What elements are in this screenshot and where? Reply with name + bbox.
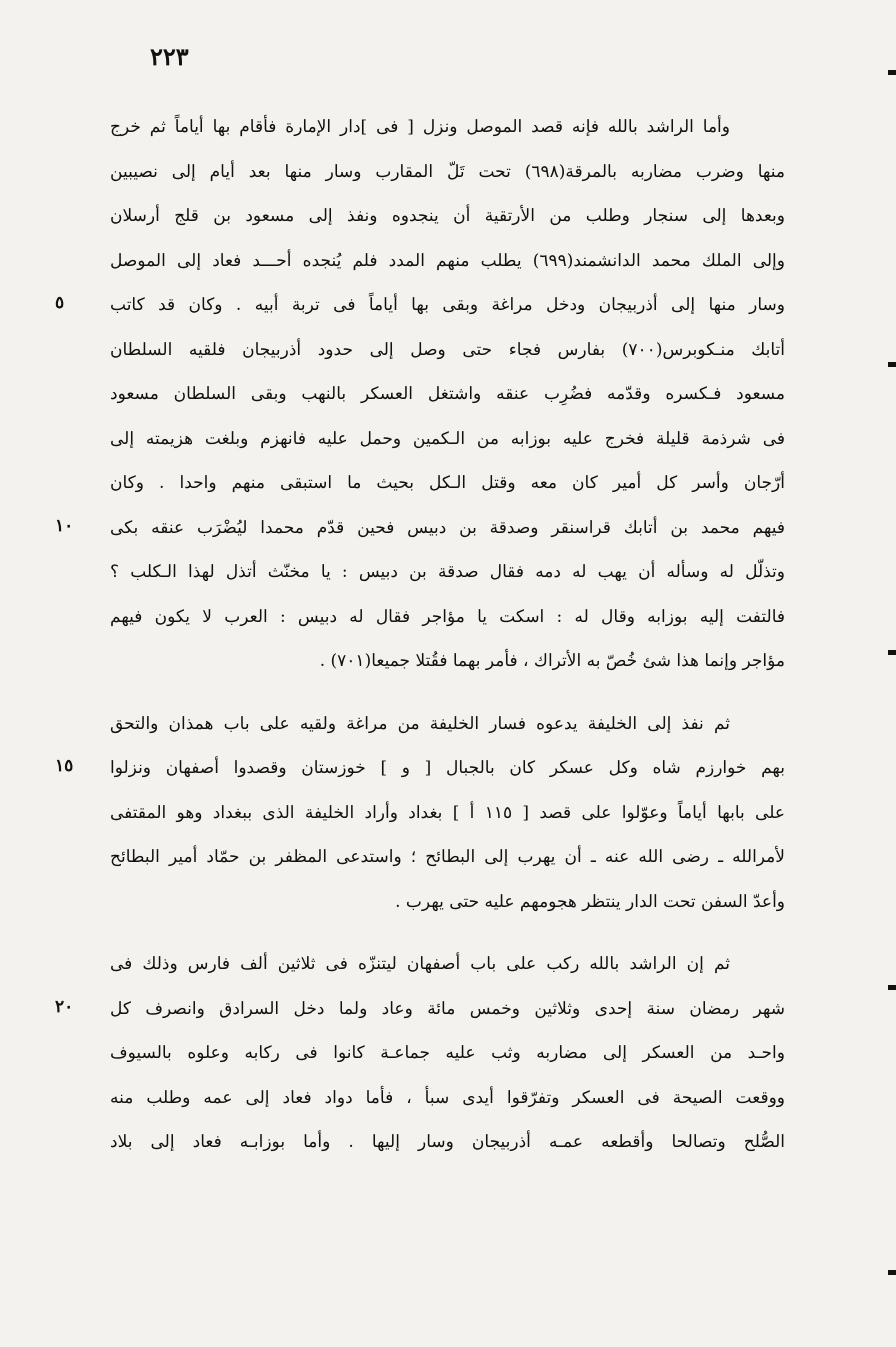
text-line: منها وضرب مضاربه بالمرقة(٦٩٨) تحت تَلّ المقارب وسار منها بعد أيام إلى نصيبين: [110, 161, 785, 182]
text-line: وأعدّ السفن تحت الدار ينتظر هجومهم عليه حتى يهرب .: [395, 891, 785, 912]
line-number: ٥: [55, 293, 65, 313]
text-line: وبعدها إلى سنجار وطلب من الأرتقية أن ينجدوه ونفذ إلى مسعود بن قلج أرسلان: [110, 206, 785, 226]
text-line: ثم إن الراشد بالله ركب على باب أصفهان ليتنزّه فى ثلاثين ألف فارس وذلك فى: [110, 954, 730, 974]
margin-mark: [888, 985, 896, 990]
text-line: على بابها أياماً وعوّلوا على قصد [ ١١٥ أ ] بغداد وأراد الخليفة الذى ببغداد وهو المقتفى: [110, 802, 785, 823]
text-line: ووقعت الصيحة فى العسكر وتفرّقوا أيدى سبأ ، فأما دواد فعاد إلى عمه وطلب منه: [110, 1087, 785, 1108]
page-number: ٢٢٣: [150, 42, 189, 71]
margin-mark: [888, 70, 896, 75]
line-number: ١٠: [55, 515, 74, 536]
text-line: بهم خوارزم شاه وكل عسكر كان بالجبال [ و ] خوزستان وقصدوا أصفهان ونزلوا: [110, 758, 785, 778]
line-number: ٢٠: [55, 996, 74, 1017]
text-line: فى شرذمة قليلة فخرج عليه بوزابه من الـكمين وحمل عليه فانهزم وبلغت هزيمته إلى: [110, 428, 785, 449]
text-line: الصُّلح وتصالحا وأقطعه عمـه أذربيجان وسار إليها . وأما بوزابـه فعاد إلى بلاد: [110, 1132, 785, 1152]
text-line: أرّجان وأسر كل أمير كان معه وقتل الـكل بحيث ما استبقى منهم واحدا . وكان: [110, 473, 785, 493]
text-line: واحـد من العسكر إلى مضاربه وثب عليه جماعـة كانوا فى ركابه وعلوه بالسيوف: [110, 1043, 785, 1063]
margin-mark: [888, 650, 896, 655]
line-number: ١٥: [55, 756, 74, 776]
text-line: وتذلّل له وسأله أن يهب له دمه فقال صدقة بن دبيس : يا مخنّث أتذل لهذا الـكلب ؟: [110, 562, 785, 582]
text-line: لأمرالله ـ رضى الله عنه ـ أن يهرب إلى البطائح ؛ واستدعى المظفر بن حمّاد أمير البطائح: [110, 847, 785, 867]
text-line: مسعود فـكسره وقدّمه فضُرِب عنقه واشتغل العسكر بالنهب وبقى السلطان مسعود: [110, 384, 785, 404]
text-line: وسار منها إلى أذربيجان ودخل مراغة وبقى بها أياماً فى تربة أبيه . وكان قد كاتب: [110, 295, 785, 315]
text-line: مؤاجر وإنما هذا شئ خُصّ به الأتراك ، فأمر بهما فقُتلا جميعا(٧٠١) .: [319, 651, 785, 671]
text-line: وأما الراشد بالله فإنه قصد الموصل ونزل [ فى ]دار الإمارة فأقام بها أياماً ثم خرج: [110, 117, 730, 137]
text-line: وإلى الملك محمد الدانشمند(٦٩٩) يطلب منهم المدد فلم يُنجده أحـــد فعاد إلى الموصل: [110, 250, 785, 271]
body-text: [110, 105, 785, 1165]
text-line: أتابك منـكوبرس(٧٠٠) بفارس فجاء حتى وصل إلى حدود أذربيجان فلقيه السلطان: [110, 339, 785, 360]
text-line: ثم نفذ إلى الخليفة يدعوه فسار الخليفة من مراغة ولقيه على باب همذان والتحق: [110, 713, 730, 734]
text-line: شهر رمضان سنة إحدى وثلاثين وخمس مائة وعاد ولما دخل السرادق وانصرف كل: [110, 998, 785, 1019]
text-line: فيهم محمد بن أتابك قراسنقر وصدقة بن دبيس فحين قدّم محمدا ليُضْرَب عنقه بكى: [110, 517, 785, 538]
margin-mark: [888, 1270, 896, 1275]
margin-mark: [888, 362, 896, 367]
text-line: فالتفت إليه بوزابه وقال له : اسكت يا مؤاجر فقال له دبيس : العرب لا يكون فيهم: [110, 606, 785, 627]
